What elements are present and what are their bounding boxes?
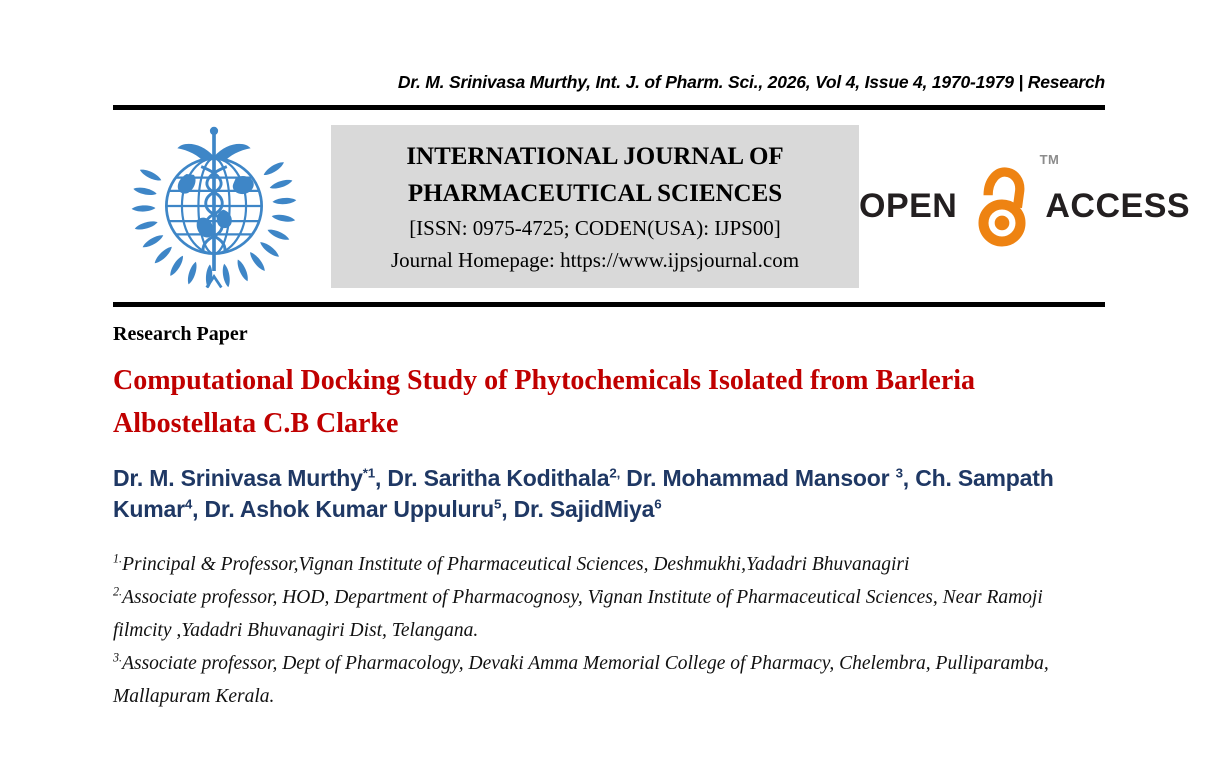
author-affiliation-mark: 2, xyxy=(609,465,621,481)
affiliation-entry xyxy=(113,548,1105,581)
author-separator: , xyxy=(501,496,514,522)
author-affiliation-mark: 4 xyxy=(184,496,193,512)
author-affiliation-mark: *1 xyxy=(362,465,375,481)
affiliation-number: 2. xyxy=(113,584,123,599)
author-name: Dr. Mohammad Mansoor xyxy=(626,465,896,491)
open-access-lock xyxy=(965,152,1060,254)
section-label: Research Paper xyxy=(113,323,248,345)
open-access-logo xyxy=(859,152,1191,254)
affiliation-text: Principal & Professor,Vignan Institute of Pharmaceutical Sciences, Deshmukhi,Yadadri Bhuvanagiri xyxy=(122,554,910,575)
affiliation-text: Associate professor, HOD, Department of Pharmacognosy, Vignan Institute of Pharmaceutical Sciences, Near Ramoji filmcity ,Yadadri Bhuvanagiri Dist, Telangana. xyxy=(113,587,1043,641)
who-emblem-icon xyxy=(113,119,315,293)
author-affiliation-mark: 3 xyxy=(895,465,903,481)
running-head: Dr. M. Srinivasa Murthy, Int. J. of Pharm. Sci., 2026, Vol 4, Issue 4, 1970-1979 | Research xyxy=(397,72,1105,92)
author-name: Dr. M. Srinivasa Murthy xyxy=(113,465,363,491)
open-access-lock-icon xyxy=(965,158,1039,254)
author-name: Dr. SajidMiya xyxy=(513,496,655,522)
author-separator: , xyxy=(902,465,916,491)
affiliation-text: Associate professor, Dept of Pharmacology, Devaki Amma Memorial College of Pharmacy, Chelembra, Pulliparamba, Mallapuram Kerala. xyxy=(113,653,1049,707)
author-name: Ch. Sampath Kumar xyxy=(113,465,1054,522)
open-access-word-open: OPEN xyxy=(859,186,958,225)
journal-homepage-url: Journal Homepage: https://www.ijpsjournal.com xyxy=(390,247,800,272)
journal-title-line1: INTERNATIONAL JOURNAL OF xyxy=(406,142,784,170)
masthead xyxy=(113,117,1191,295)
open-access-word-access: ACCESS xyxy=(1045,186,1191,225)
affiliation-number: 3. xyxy=(113,650,123,665)
journal-masthead-box xyxy=(331,125,859,288)
journal-issn-coden: [ISSN: 0975-4725; CODEN(USA): IJPS00] xyxy=(409,215,781,240)
affiliation-number: 1. xyxy=(113,551,123,566)
trademark-symbol: TM xyxy=(1039,152,1060,167)
affiliation-entry xyxy=(113,581,1105,647)
author-name: Dr. Ashok Kumar Uppuluru xyxy=(204,496,495,522)
author-name: Dr. Saritha Kodithala xyxy=(387,465,610,491)
author-separator: , xyxy=(374,465,388,491)
affiliations-block xyxy=(113,548,1105,713)
author-affiliation-mark: 6 xyxy=(654,496,662,512)
article-title: Computational Docking Study of Phytochemicals Isolated from Barleria Albostellata C.B Clarke xyxy=(113,365,976,439)
journal-title-line2: PHARMACEUTICAL SCIENCES xyxy=(407,179,783,207)
author-affiliation-mark: 5 xyxy=(494,496,502,512)
paper-page xyxy=(113,72,1191,713)
authors-line xyxy=(113,463,1105,525)
bottom-rule xyxy=(113,302,1105,307)
affiliation-entry xyxy=(113,647,1105,713)
top-rule xyxy=(113,105,1105,110)
author-separator: , xyxy=(192,496,205,522)
